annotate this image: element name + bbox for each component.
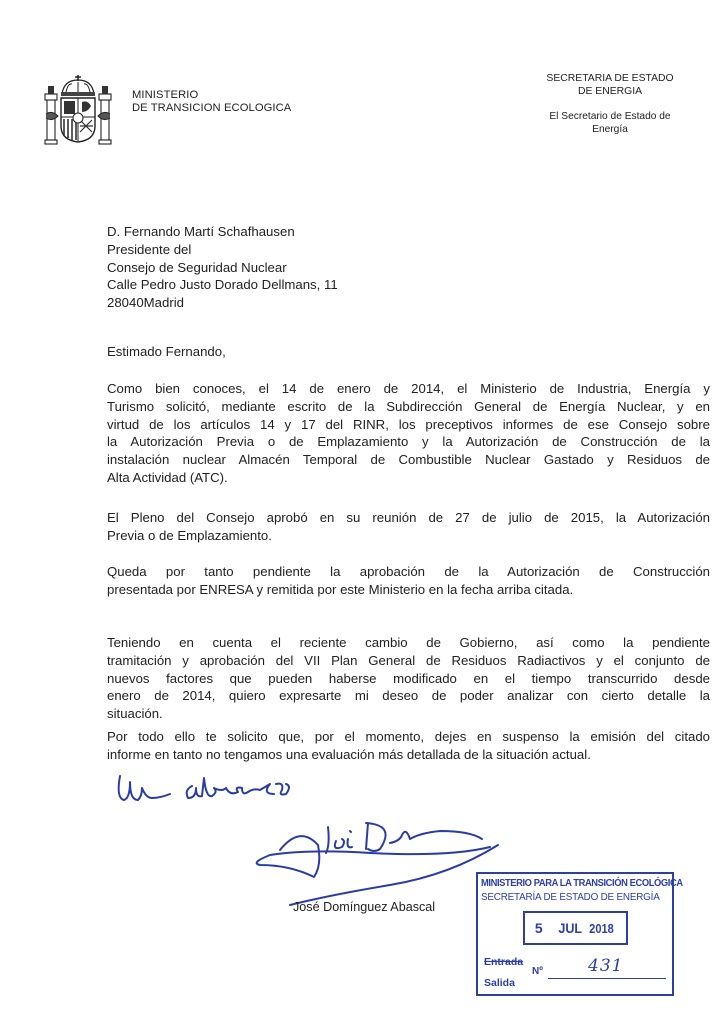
- signer-name: José Domínguez Abascal: [293, 900, 436, 914]
- stamp-number-value: 431: [588, 956, 624, 976]
- paragraph-line: Teniendo en cuenta el reciente cambio de Gobierno, así como la pendiente: [107, 635, 710, 650]
- recipient-title: Presidente del: [107, 241, 192, 257]
- secretario-heading: [520, 111, 700, 136]
- paragraph-line: Como bien conoces, el 14 de enero de 2014, el Ministerio de Industria, Energía y: [107, 381, 710, 396]
- recipient-address: [107, 223, 338, 312]
- paragraph-line: instalación nuclear Almacén Temporal de Combustible Nuclear Gastado y Residuos de: [107, 452, 710, 468]
- stamp-number-underline: [548, 978, 666, 979]
- recipient-organization: Consejo de Seguridad Nuclear: [107, 259, 287, 275]
- paragraph-line: Previa o de Emplazamiento.: [107, 527, 272, 543]
- paragraph-2: [107, 509, 710, 545]
- secretario-line: El Secretario de Estado de: [549, 111, 671, 122]
- paragraph-line: nuevos factores que pueden haberse modificado en el tiempo transcurrido desde: [107, 670, 710, 686]
- recipient-name: D. Fernando Martí Schafhausen: [107, 224, 295, 239]
- paragraph-line: informe en tanto no tengamos una evaluación más detallada de la situación actual.: [107, 746, 591, 762]
- paragraph-line: Queda por tanto pendiente la aprobación de la Autorización de Construcción: [107, 564, 710, 579]
- stamp-date-year: 2018: [589, 920, 614, 936]
- paragraph-line: Por todo ello te solicito que, por el momento, dejes en suspenso la emisión del citado: [107, 729, 710, 744]
- paragraph-line: virtud de los artículos 14 y 17 del RINR, los preceptivos informes de ese Consejo sobre: [107, 416, 710, 432]
- ministry-line: MINISTERIO: [132, 89, 199, 101]
- recipient-street: Calle Pedro Justo Dorado Dellmans, 11: [107, 277, 338, 293]
- stamp-date-month: JUL: [558, 920, 582, 936]
- ministry-name: [132, 89, 291, 114]
- secretaria-heading: [520, 72, 700, 98]
- registry-stamp: [476, 872, 683, 996]
- stamp-date: [523, 911, 628, 945]
- paragraph-line: Alta Actividad (ATC).: [107, 469, 228, 485]
- paragraph-line: la Autorización Previa o de Emplazamiento y la Autorización de Construcción de la: [107, 434, 710, 450]
- paragraph-3: [107, 563, 710, 599]
- spain-coat-of-arms-icon: [44, 74, 112, 146]
- recipient-city: 28040Madrid: [107, 295, 184, 311]
- greeting: Estimado Fernando,: [107, 344, 226, 359]
- stamp-number-label: Nº: [532, 966, 543, 977]
- paragraph-5: [107, 728, 710, 764]
- secretaria-line: SECRETARIA DE ESTADO: [546, 73, 674, 84]
- paragraph-1: [107, 380, 710, 487]
- paragraph-4: [107, 634, 710, 723]
- secretaria-line: DE ENERGIA: [577, 86, 643, 97]
- paragraph-line: situación.: [107, 706, 163, 722]
- paragraph-line: enero de 2014, quiero expresarte mi deseo de poder analizar con cierto detalle la: [107, 688, 710, 704]
- stamp-entrada-label: Entrada: [484, 956, 524, 968]
- stamp-ministry: MINISTERIO PARA LA TRANSICIÓN ECOLÓGICA: [481, 878, 683, 889]
- handwritten-signature-icon: [250, 805, 510, 915]
- ministry-line: DE TRANSICION ECOLOGICA: [132, 101, 292, 114]
- paragraph-line: presentada por ENRESA y remitida por este Ministerio en la fecha arriba citada.: [107, 581, 574, 597]
- secretario-line: Energía: [592, 123, 628, 135]
- paragraph-line: tramitación y aprobación del VII Plan General de Residuos Radiactivos y el conjunto de: [107, 652, 710, 668]
- paragraph-line: Turismo solicitó, mediante escrito de la Subdirección General de Energía Nuclear, y en: [107, 398, 710, 414]
- stamp-salida-label: Salida: [484, 977, 515, 989]
- stamp-date-day: 5: [534, 920, 543, 936]
- paragraph-line: El Pleno del Consejo aprobó en su reunión de 27 de julio de 2015, la Autorización: [107, 510, 710, 525]
- stamp-secretaria: SECRETARÍA DE ESTADO DE ENERGÍA: [481, 892, 660, 903]
